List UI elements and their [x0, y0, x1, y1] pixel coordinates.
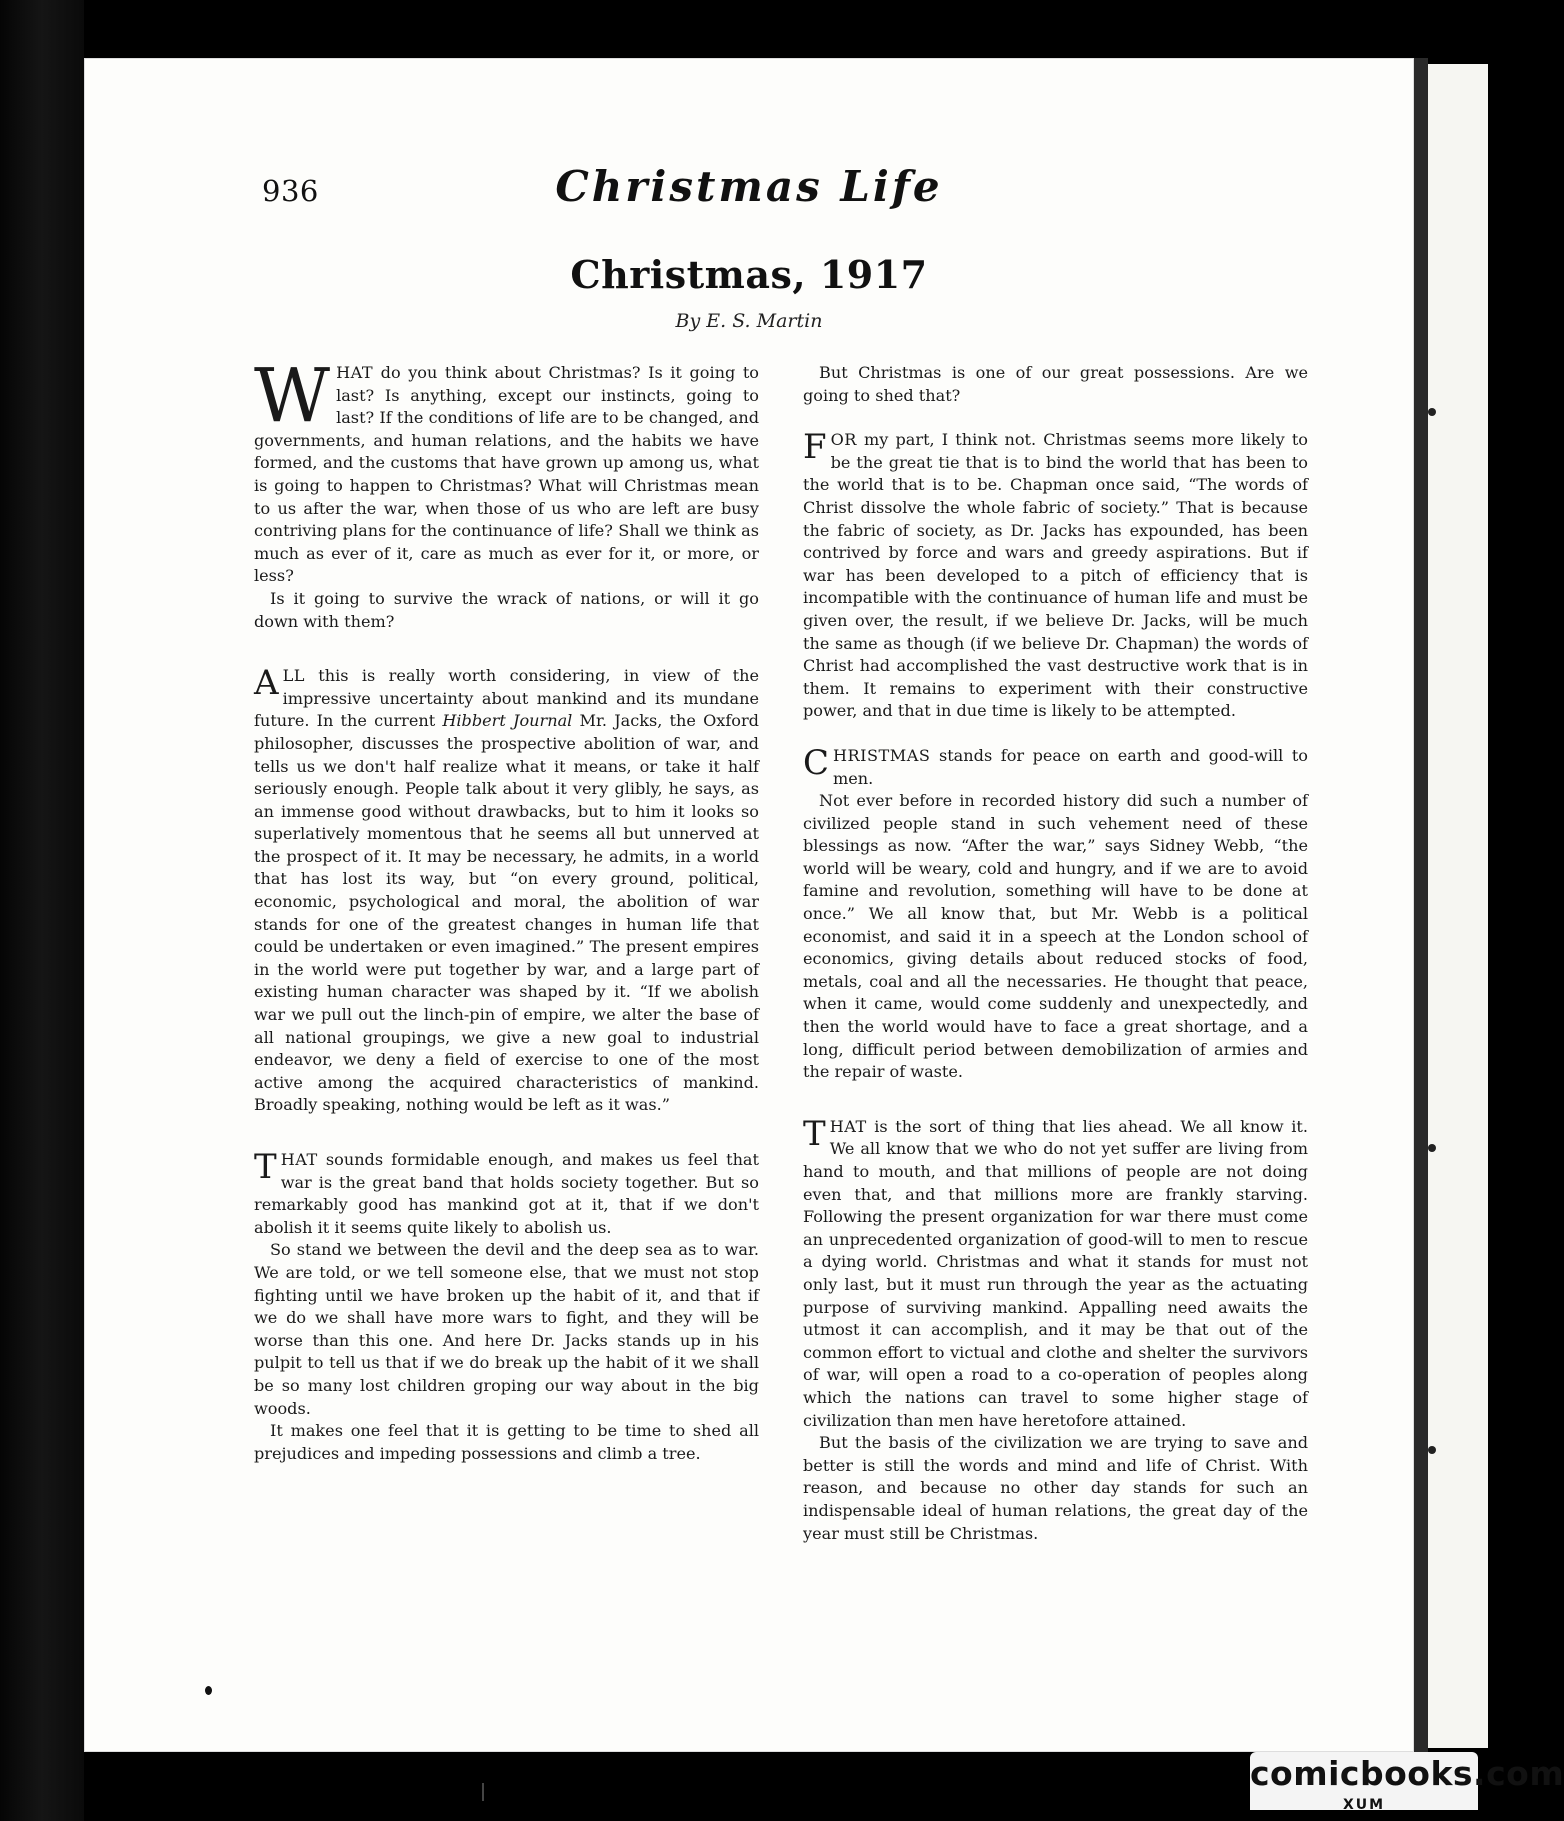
- paragraph-text: this is really worth considering, in view of the impressive uncertainty about mankind and its mundane future. In the current: [254, 666, 759, 731]
- drop-cap: W: [254, 353, 331, 439]
- paragraph: But Christmas is one of our great possessions. Are we going to shed that?: [803, 363, 1308, 405]
- paragraph: [803, 742, 1308, 790]
- ink-tick: [482, 1783, 484, 1801]
- article-title: Christmas, 1917: [570, 252, 928, 297]
- article-byline: By E. S. Martin: [675, 310, 823, 332]
- next-page-edge: [1428, 64, 1488, 1748]
- paragraph: [803, 1113, 1308, 1432]
- right-column: [803, 362, 1308, 1545]
- drop-cap: A: [254, 663, 279, 704]
- drop-cap: C: [803, 742, 830, 783]
- lead-in: HAT: [336, 363, 374, 382]
- journal-title: Hibbert Journal: [442, 711, 573, 731]
- lead-in: LL: [282, 666, 305, 686]
- paragraph: Is it going to survive the wrack of nations, or will it go down with them?: [254, 588, 759, 631]
- paragraph-text: my part, I think not. Christmas seems more likely to be the great tie that is to bind the world that has been to the world that is to be. Chapman once said, “The words of Christ dissolve the whole fabric of society.” That is because the fabric of society, as Dr. Jacks has expounded, has been contrived by force and wars and greedy aspirations. But if war has been developed to a pitch of efficiency that is incompatible with the continuance of human life and must be given over, the result, if we believe Dr. Jacks, will be much the same as though (if we believe Dr. Chapman) the words of Christ had accomplished the vast destructive work that is in them. It remains to experiment with their constructive power, and that in due time is likely to be attempted.: [803, 430, 1308, 721]
- drop-cap: T: [254, 1147, 277, 1187]
- page-number: 936: [262, 174, 319, 208]
- drop-cap: T: [803, 1113, 826, 1154]
- lead-in: HRISTMAS: [833, 745, 931, 765]
- lead-in: HAT: [829, 1116, 867, 1136]
- ink-dot: [205, 1686, 212, 1695]
- page-gutter: [1414, 58, 1428, 1752]
- drop-cap: F: [803, 427, 827, 468]
- edge-mark: [1428, 1446, 1436, 1454]
- left-column: [254, 353, 759, 1465]
- lead-in: OR: [830, 430, 857, 450]
- magazine-title: Christmas Life: [555, 162, 943, 211]
- watermark-sub: XUM: [1342, 1797, 1386, 1813]
- paragraph-text: stands for peace on earth and good-will to men.: [833, 745, 1308, 788]
- paragraph-text: Mr. Jacks, the Oxford philosopher, discusses the prospective abolition of war, and tells us we don't half realize what it means, or take it half seriously enough. People talk about it very glibly, he says, as an immense good without drawbacks, but to him it looks so superlatively momentous that he seems all but unnerved at the prospect of it. It may be necessary, he admits, in a world that has lost its way, but “on every ground, political, economic, psychological and moral, the abolition of war stands for one of the greatest changes in human life that could be undertaken or even imagined.” The present empires in the world were put together by war, and a large part of existing human character was shaped by it. “If we abolish war we pull out the linch-pin of empire, we alter the base of all national groupings, we give a new goal to industrial endeavor, we deny a field of exercise to one of the most active among the acquired characteristics of mankind. Broadly speaking, nothing would be left as it was.”: [254, 711, 759, 1115]
- lead-in: HAT: [280, 1150, 318, 1169]
- paragraph: It makes one feel that it is getting to be time to shed all prejudices and impeding possessions and climb a tree.: [254, 1421, 759, 1463]
- paragraph: But the basis of the civilization we are trying to save and better is still the words and mind and life of Christ. With reason, and because no other day stands for such an indispensable ideal of human relations, the great day of the year must still be Christmas.: [803, 1433, 1308, 1543]
- scan-background-left: [0, 0, 84, 1821]
- paragraph: [254, 353, 759, 588]
- paragraph: [254, 1149, 759, 1239]
- paragraph: Not ever before in recorded history did such a number of civilized people stand in such vehement need of these blessings as now. “After the war,” says Sidney Webb, “the world will be weary, cold and hungry, and if we are to avoid famine and revolution, something will have to be done at once.” We all know that, but Mr. Webb is a political economist, and said it in a speech at the London school of economics, giving details about reduced stocks of food, metals, coal and all the necessaries. He thought that peace, when it came, would come suddenly and unexpectedly, and then the world would have to face a great shortage, and a long, difficult period between demobilization of armies and the repair of waste.: [803, 791, 1308, 1082]
- paragraph: So stand we between the devil and the deep sea as to war. We are told, or we tell someone else, that we must not stop fighting until we have broken up the habit of it, and that if we do we shall have more wars to fight, and they will be worse than this one. And here Dr. Jacks stands up in his pulpit to tell us that if we do break up the habit of it we shall be so many lost children groping our way about in the big woods.: [254, 1240, 759, 1418]
- paragraph: [803, 429, 1308, 723]
- magazine-page: [84, 58, 1414, 1752]
- edge-mark: [1428, 408, 1436, 416]
- paragraph-text: do you think about Christmas? Is it going to last? Is anything, except our instincts, going to last? If the conditions of life are to be changed, and governments, and human relations, and the habits we have formed, and the customs that have grown up among us, what is going to happen to Christmas? What will Christmas mean to us after the war, when those of us who are left are busy contriving plans for the continuance of life? Shall we think as much as ever of it, care as much as ever for it, or more, or less?: [254, 363, 759, 586]
- paragraph-text: is the sort of thing that lies ahead. We all know it. We all know that we who do not yet suffer are living from hand to mouth, and that millions of people are not doing even that, and that millions more are frankly starving. Following the present organization for war there must come an unprecedented organization of good-will to men to rescue a dying world. Christmas and what it stands for must not only last, but it must run through the year as the actuating purpose of surviving mankind. Appalling need awaits the utmost it can accomplish, and it may be that out of the common effort to victual and clothe and shelter the survivors of war, will open a road to a co-operation of peoples along which the nations can travel to some higher stage of civilization than men have heretofore attained.: [803, 1116, 1308, 1430]
- watermark-text: comicbooks.com: [1250, 1754, 1564, 1793]
- paragraph-text: sounds formidable enough, and makes us feel that war is the great band that holds society together. But so remarkably good has mankind got at it, that if we don't abolish it it seems quite likely to abolish us.: [254, 1150, 759, 1237]
- paragraph: [254, 665, 759, 1117]
- watermark-logo: [1250, 1752, 1564, 1813]
- edge-mark: [1428, 1144, 1436, 1152]
